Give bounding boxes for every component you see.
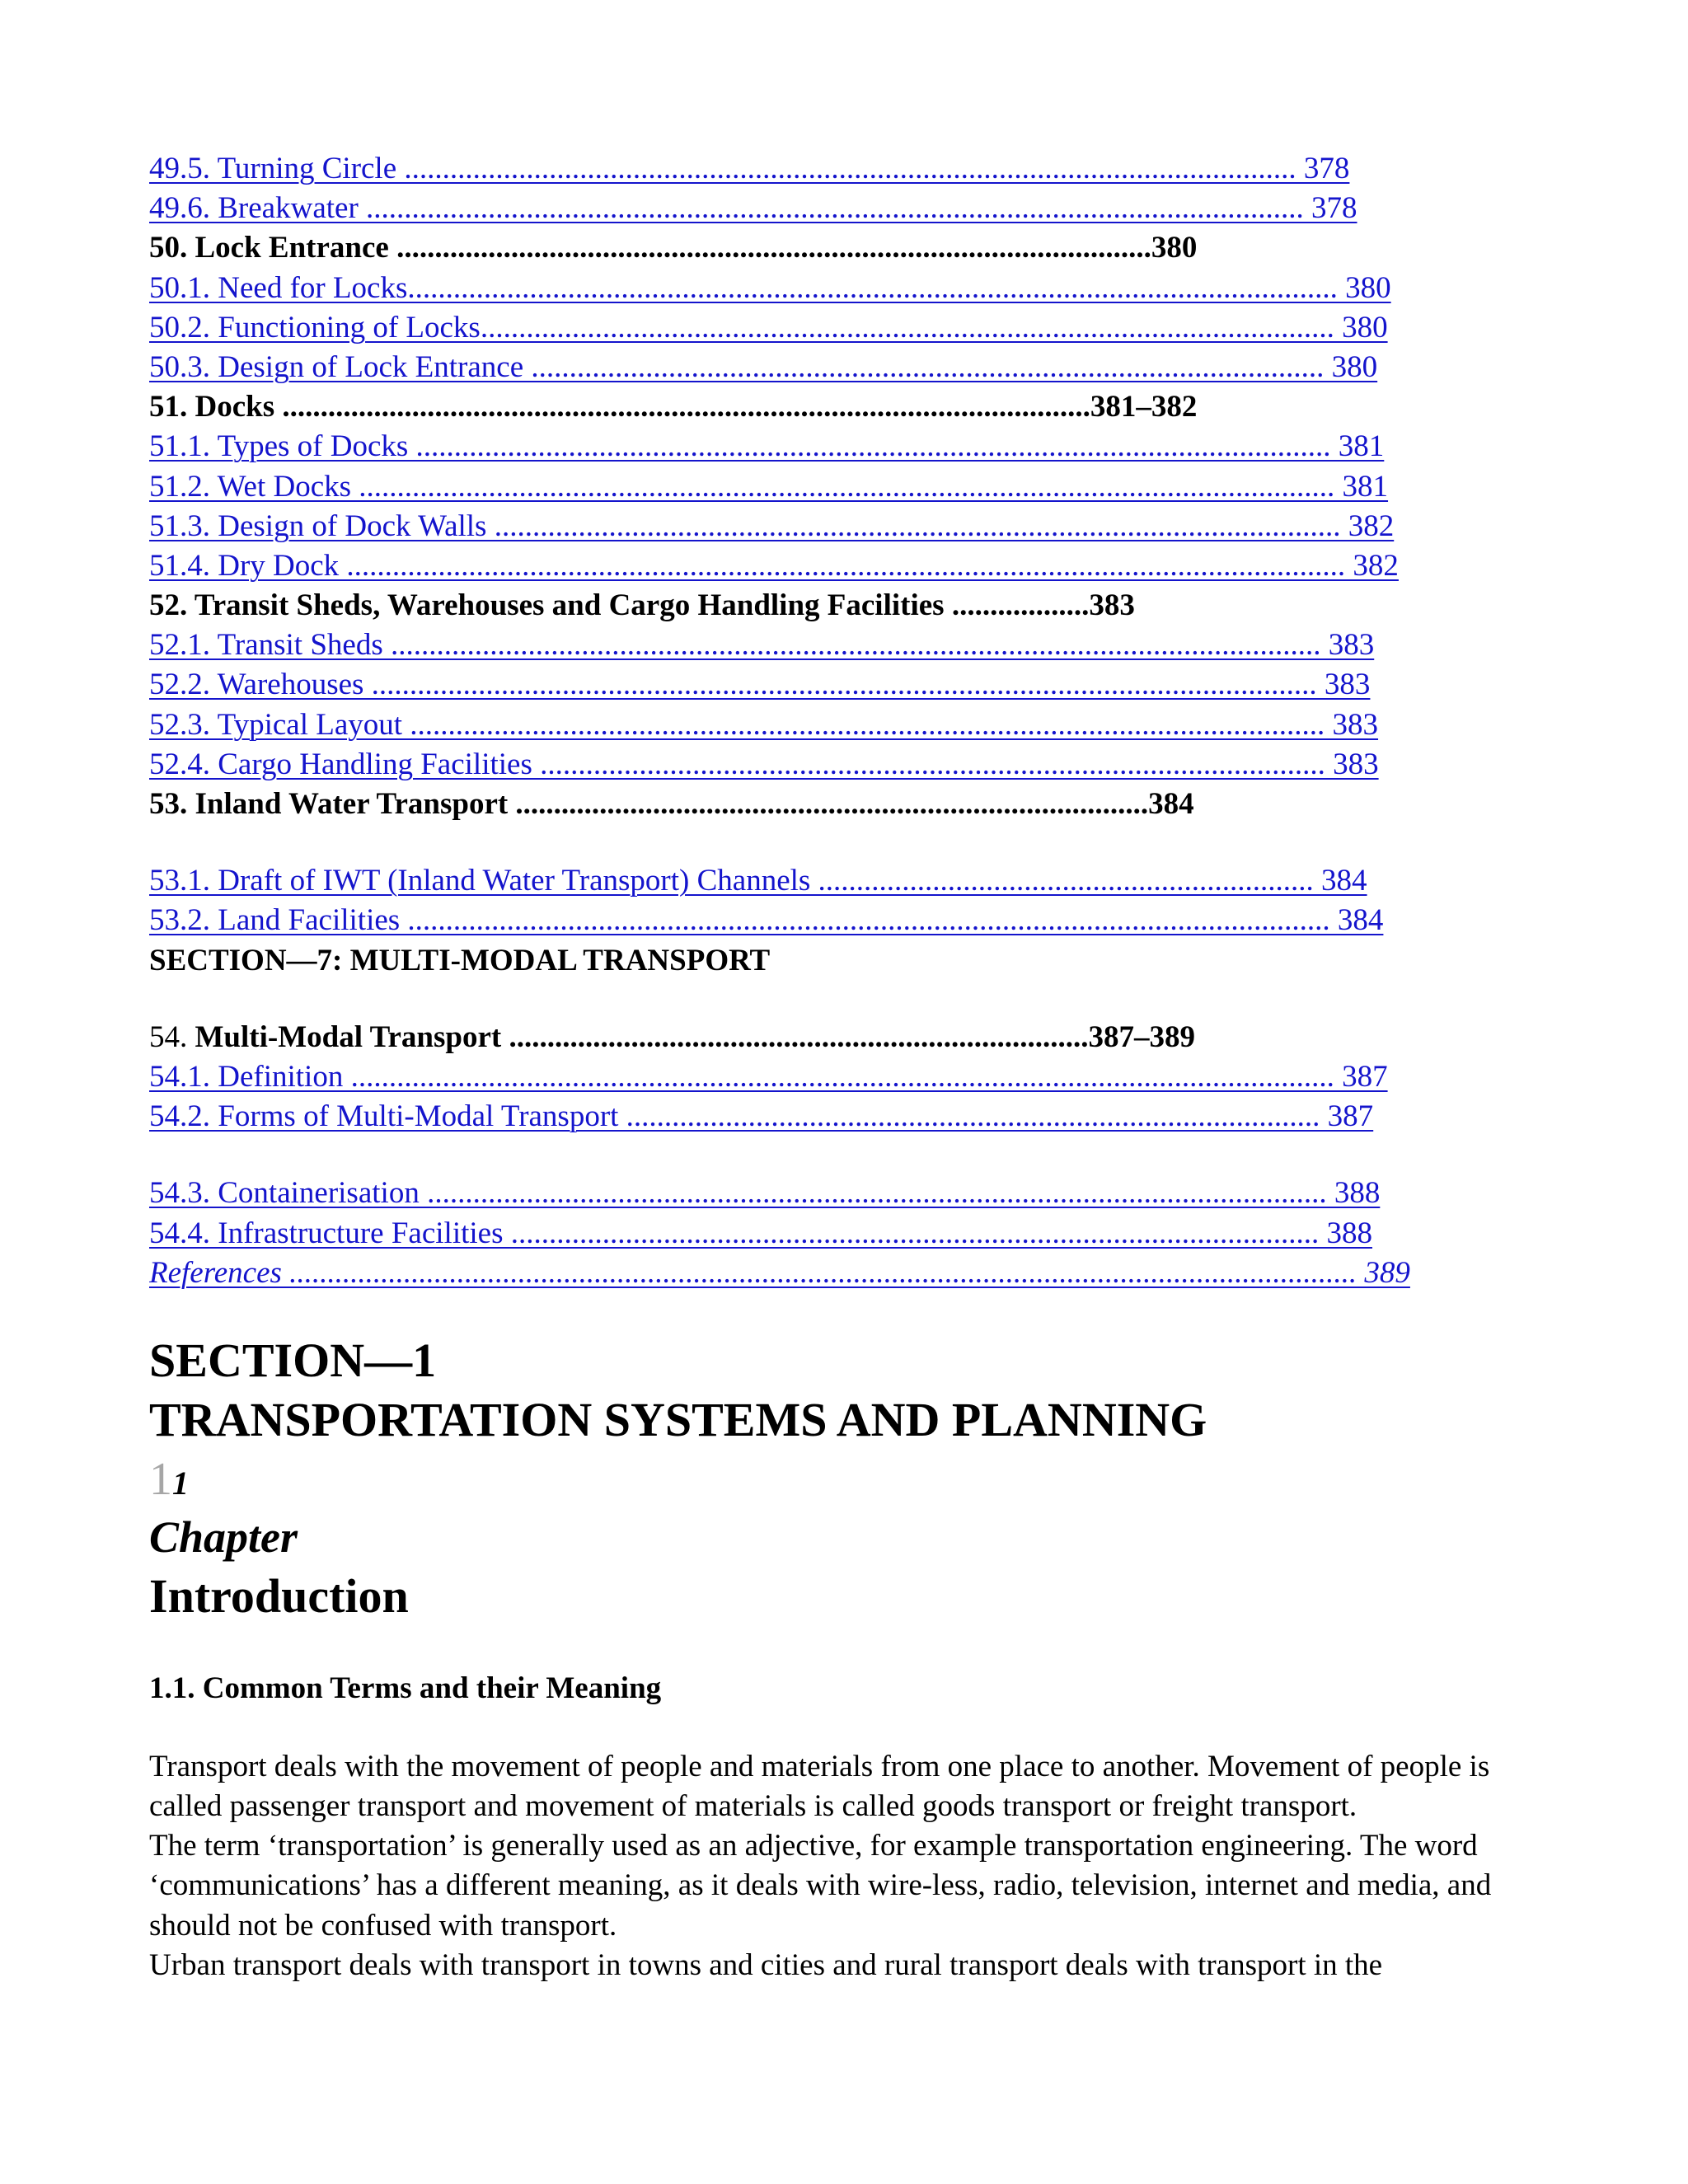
toc-link[interactable]: 54.4. Infrastructure Facilities .......................................................................................................... 388 (149, 1216, 1372, 1250)
chapter-title: Introduction (149, 1568, 409, 1623)
chapter-number (149, 1451, 1550, 1507)
toc-entry-number: 54. (149, 1019, 195, 1054)
toc-link[interactable]: 54.2. Forms of Multi-Modal Transport ........................................................................................... 387 (149, 1099, 1374, 1134)
chapter-number-large: 1 (149, 1453, 172, 1505)
toc-link[interactable]: 51.2. Wet Docks ................................................................................................................................ 381 (149, 469, 1389, 504)
document-page (149, 149, 1550, 1985)
toc-entry[interactable] (149, 745, 1550, 785)
toc-chapter-title: 52. Transit Sheds, Warehouses and Cargo Handling Facilities ..................383 (149, 588, 1135, 623)
toc-entry[interactable] (149, 427, 1550, 466)
toc-entry[interactable] (149, 507, 1550, 546)
toc-entry[interactable] (149, 901, 1550, 940)
toc-entry[interactable] (149, 546, 1550, 586)
toc-entry[interactable] (149, 861, 1550, 901)
toc-entry[interactable] (149, 269, 1550, 308)
toc-block-b (149, 861, 1550, 981)
toc-entry[interactable] (149, 1097, 1550, 1137)
subsection-heading: 1.1. Common Terms and their Meaning (149, 1671, 662, 1705)
toc-link[interactable]: 51.4. Dry Dock ................................................................................................................................... 382 (149, 548, 1399, 583)
toc-entry (149, 228, 1550, 268)
toc-entry[interactable] (149, 189, 1550, 228)
toc-link[interactable]: 51.1. Types of Docks ........................................................................................................................ 381 (149, 429, 1385, 464)
toc-link[interactable]: 52.4. Cargo Handling Facilities ....................................................................................................... 383 (149, 747, 1379, 781)
toc-entry[interactable] (149, 308, 1550, 348)
paragraph: Urban transport deals with transport in towns and cities and rural transport deals with transport in the (149, 1947, 1383, 1982)
toc-link[interactable]: 52.2. Warehouses ............................................................................................................................ 383 (149, 668, 1371, 702)
spacer (149, 824, 1550, 861)
toc-link[interactable]: 50.2. Functioning of Locks................................................................................................................ 380 (149, 310, 1388, 344)
toc-entry (149, 941, 1550, 981)
toc-entry[interactable] (149, 1057, 1550, 1097)
toc-link[interactable]: 50.1. Need for Locks.......................................................................................................................... 380 (149, 270, 1391, 305)
body-text (149, 1747, 1550, 1985)
toc-entry[interactable] (149, 348, 1550, 387)
toc-link[interactable]: 51.3. Design of Dock Walls ............................................................................................................... 382 (149, 509, 1395, 543)
toc-entry-title: Multi-Modal Transport ............................................................................387–389 (195, 1019, 1195, 1054)
paragraph: Transport deals with the movement of people and materials from one place to another. Movement of people is called passenger transport and movement of materials is called goods transport or freight transport. (149, 1749, 1490, 1824)
spacer (149, 981, 1550, 1018)
toc-chapter-title: 50. Lock Entrance ...................................................................................................380 (149, 231, 1198, 265)
toc-link[interactable]: 49.5. Turning Circle ..................................................................................................................... 378 (149, 152, 1350, 185)
toc-link[interactable]: 52.1. Transit Sheds .......................................................................................................................... 383 (149, 628, 1375, 663)
chapter-label: Chapter (149, 1511, 298, 1562)
toc-link[interactable]: 53.1. Draft of IWT (Inland Water Transport) Channels ................................................................. 384 (149, 864, 1367, 898)
toc-block-c (149, 1057, 1550, 1137)
toc-link[interactable]: 52.3. Typical Layout ........................................................................................................................ 383 (149, 707, 1379, 742)
toc-entry[interactable] (149, 1174, 1550, 1213)
chapter-number-small: 1 (172, 1464, 189, 1502)
toc-block-a (149, 149, 1550, 824)
toc-entry[interactable] (149, 467, 1550, 507)
toc-entry[interactable] (149, 1254, 1550, 1293)
toc-chapter-title: SECTION—7: MULTI-MODAL TRANSPORT (149, 943, 771, 977)
toc-chapter-title: 51. Docks ..........................................................................................................381–382 (149, 390, 1198, 424)
toc-entry[interactable] (149, 1214, 1550, 1254)
paragraph: The term ‘transportation’ is generally used as an adjective, for example transportation engineering. The word ‘communications’ has a different meaning, as it deals with wire-less, radio, television, internet and media, and should not be confused with transport. (149, 1829, 1492, 1943)
toc-block-d (149, 1174, 1550, 1293)
toc-link[interactable]: References ............................................................................................................................................ 389 (149, 1255, 1410, 1290)
toc-entry[interactable] (149, 626, 1550, 665)
section-line-1: SECTION—1 (149, 1333, 437, 1387)
toc-link[interactable]: 53.2. Land Facilities ......................................................................................................................... 384 (149, 903, 1384, 938)
toc-entry[interactable] (149, 149, 1550, 189)
toc-entry[interactable] (149, 705, 1550, 745)
spacer (149, 1137, 1550, 1174)
toc-link[interactable]: 49.6. Breakwater ........................................................................................................................... 378 (149, 191, 1357, 226)
toc-entry[interactable] (149, 665, 1550, 705)
toc-entry-54 (149, 1018, 1550, 1057)
toc-link[interactable]: 54.3. Containerisation ...................................................................................................................... 388 (149, 1176, 1381, 1211)
toc-entry (149, 586, 1550, 626)
section-line-2: TRANSPORTATION SYSTEMS AND PLANNING (149, 1392, 1207, 1446)
toc-link[interactable]: 50.3. Design of Lock Entrance ........................................................................................................ 380 (149, 349, 1378, 384)
toc-chapter-title: 53. Inland Water Transport ...................................................................................384 (149, 787, 1194, 821)
toc-entry (149, 785, 1550, 824)
toc-entry (149, 387, 1550, 427)
toc-link[interactable]: 54.1. Definition ................................................................................................................................. 387 (149, 1059, 1388, 1094)
section-heading (149, 1331, 1550, 1450)
